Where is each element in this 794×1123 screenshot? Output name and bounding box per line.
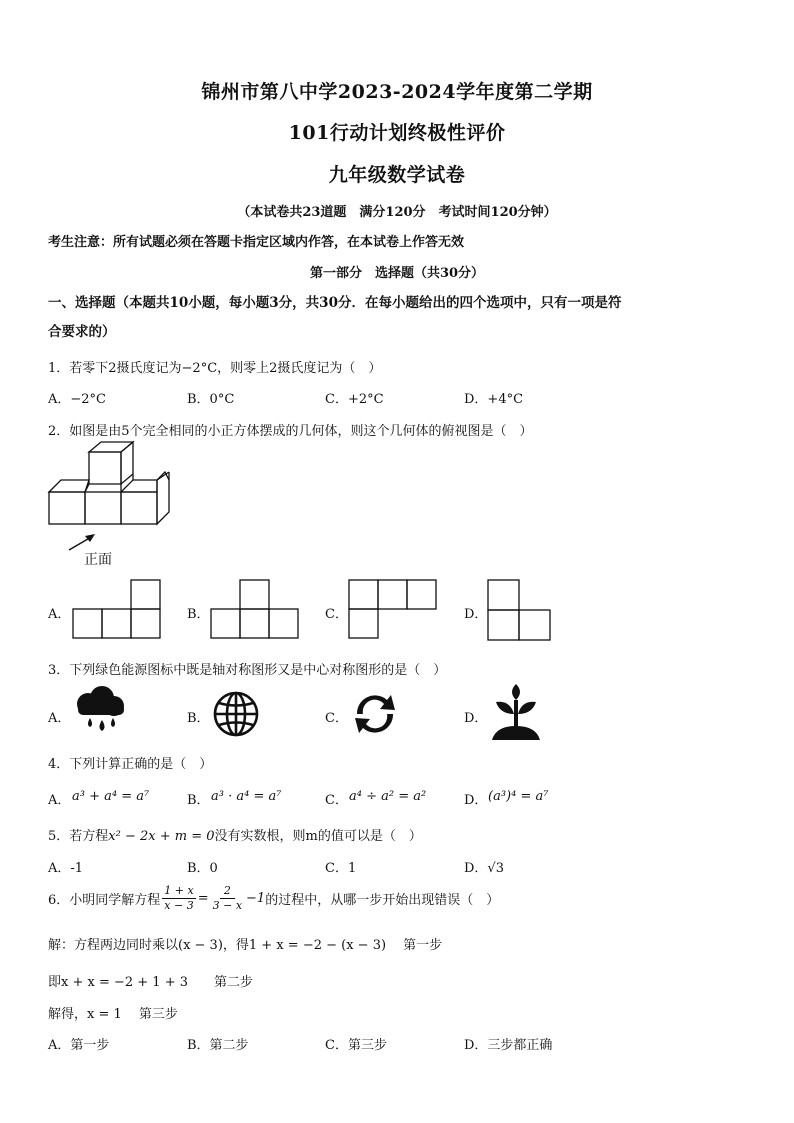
q6-frac1-num: 1 + x [164, 884, 194, 897]
q6-option-a[interactable]: A．第一步 [48, 1038, 110, 1053]
q3-option-b-label[interactable]: B． [187, 711, 210, 726]
exam-title-line1: 锦州市第八中学2023-2024学年度第二学期 [201, 81, 593, 103]
q6-frac2-den: 3 − x [212, 899, 243, 912]
part1-heading: 第一部分 选择题（共30分） [309, 266, 485, 281]
q6-frac2-num: 2 [220, 884, 235, 899]
q5-equation: x² − 2x + m = 0 [108, 829, 215, 844]
q5-option-b[interactable]: B．0 [187, 861, 218, 876]
section1-line2: 合要求的） [48, 324, 116, 340]
q3-option-a-label[interactable]: A． [48, 711, 71, 726]
q4-option-b-label[interactable]: B． [187, 793, 210, 808]
q6-option-d[interactable]: D．三步都正确 [464, 1038, 553, 1053]
recycle-arrows-icon[interactable] [349, 690, 401, 738]
q6-fraction-1 [162, 884, 195, 913]
q2-option-a-figure[interactable] [72, 580, 162, 640]
q4-option-d-label[interactable]: D． [464, 793, 488, 808]
q2-option-d-label[interactable]: D． [464, 607, 488, 622]
q2-option-c-label[interactable]: C． [325, 607, 348, 622]
q6-step3: 解得，x = 1 第三步 [48, 1007, 178, 1022]
q5-option-c[interactable]: C．1 [325, 861, 357, 876]
q6-option-b[interactable]: B．第二步 [187, 1038, 249, 1053]
q6-step2: 即x + x = −2 + 1 + 3 第二步 [48, 975, 253, 990]
q5-stem [48, 825, 422, 844]
q4-option-c-label[interactable]: C． [325, 793, 348, 808]
section1-instructions [48, 289, 748, 347]
q4-option-d-expr: (a³)⁴ = a⁷ [488, 789, 549, 804]
q1-option-a[interactable]: A．−2°C [48, 392, 106, 407]
q2-option-a-label[interactable]: A． [48, 607, 71, 622]
q2-stem: 2．如图是由5个完全相同的小正方体摆成的几何体，则这个几何体的俯视图是（ ） [48, 424, 533, 439]
q6-stem [48, 884, 499, 913]
exam-title-line3: 九年级数学试卷 [328, 164, 466, 186]
section1-line1: 一、选择题（本题共10小题，每小题3分，共30分．在每小题给出的四个选项中，只有一项是符 [48, 295, 622, 311]
q6-equals: = [197, 891, 209, 906]
plant-sprout-icon[interactable] [490, 684, 542, 740]
q2-option-b-label[interactable]: B． [187, 607, 210, 622]
q6-step1: 解：方程两边同时乘以(x − 3)，得1 + x = −2 − (x − 3) 第一步 [48, 938, 443, 953]
q1-option-c[interactable]: C．+2°C [325, 392, 384, 407]
q5-option-a[interactable]: A．-1 [48, 861, 84, 876]
q5-stem-suffix: 没有实数根，则m的值可以是（ ） [214, 829, 422, 844]
q2-front-label: 正面 [84, 552, 112, 568]
exam-info: （本试卷共23道题 满分120分 考试时间120分钟） [237, 205, 557, 220]
q1-option-b[interactable]: B．0°C [187, 392, 235, 407]
q6-stem-prefix: 6．小明同学解方程 [48, 893, 161, 908]
globe-icon[interactable] [211, 690, 261, 738]
q2-option-b-figure[interactable] [210, 580, 300, 640]
q5-stem-prefix: 5．若方程 [48, 829, 109, 844]
q4-option-c-expr: a⁴ ÷ a² = a² [349, 789, 427, 804]
exam-notice: 考生注意：所有试题必须在答题卡指定区域内作答，在本试卷上作答无效 [48, 235, 465, 250]
q3-option-d-label[interactable]: D． [464, 711, 488, 726]
q6-option-c[interactable]: C．第三步 [325, 1038, 387, 1053]
q4-option-a-label[interactable]: A． [48, 793, 71, 808]
q6-frac1-den: x − 3 [164, 899, 194, 912]
q1-stem: 1．若零下2摄氏度记为−2°C，则零上2摄氏度记为（ ） [48, 361, 382, 376]
q3-option-c-label[interactable]: C． [325, 711, 348, 726]
q1-option-d[interactable]: D．+4°C [464, 392, 524, 407]
q4-stem: 4．下列计算正确的是（ ） [48, 757, 213, 772]
q3-stem: 3．下列绿色能源图标中既是轴对称图形又是中心对称图形的是（ ） [48, 663, 447, 678]
q2-option-d-figure[interactable] [487, 580, 557, 642]
cloud-rain-icon[interactable] [72, 686, 128, 736]
exam-title-line2: 101行动计划终极性评价 [288, 122, 506, 144]
q6-fraction-2 [211, 884, 244, 913]
q5-option-d[interactable]: D．√3 [464, 861, 504, 876]
q4-option-a-expr: a³ + a⁴ = a⁷ [72, 789, 150, 804]
q6-tail: −1 [246, 891, 266, 906]
q6-stem-suffix: 的过程中，从哪一步开始出现错误（ ） [265, 893, 500, 908]
q2-option-c-figure[interactable] [348, 580, 438, 640]
q4-option-b-expr: a³ · a⁴ = a⁷ [211, 789, 282, 804]
